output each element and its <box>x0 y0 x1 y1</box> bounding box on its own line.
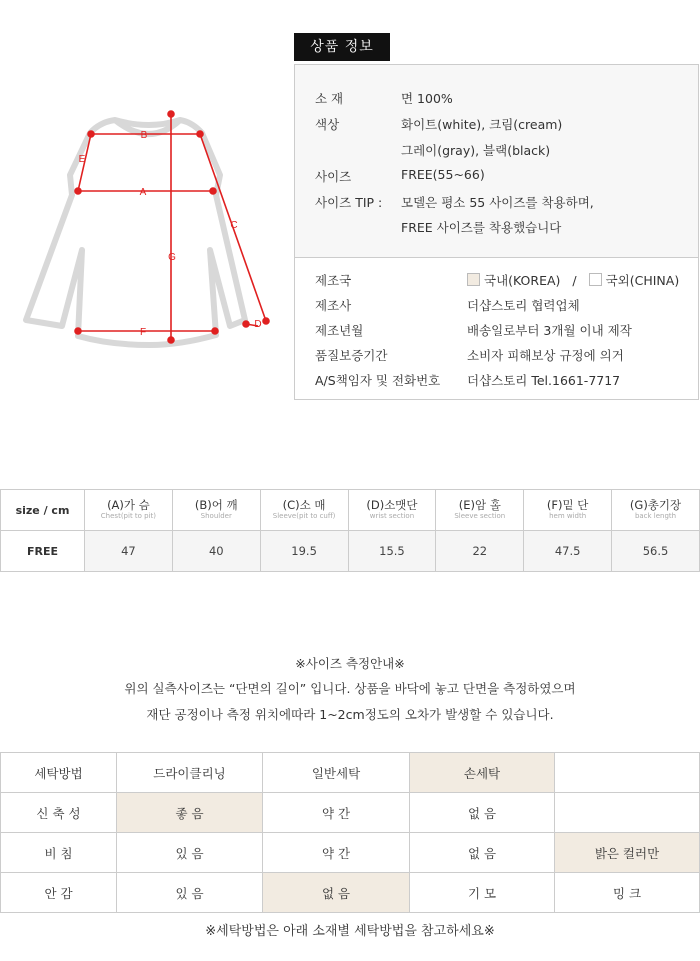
maker-value: 더샵스토리 협력업체 <box>467 298 580 313</box>
care-bottom-note: ※세탁방법은 아래 소재별 세탁방법을 참고하세요※ <box>205 924 495 939</box>
label-c: C <box>230 220 238 231</box>
care-cell: 있 음 <box>117 873 263 913</box>
sweater-measurement-diagram <box>20 100 280 350</box>
material-value: 면 100% <box>401 91 453 106</box>
care-row-lining <box>1 873 700 913</box>
origin-value <box>467 271 679 289</box>
value-shoulder: 40 <box>172 531 260 572</box>
col-hem: (F)밑 단 hem width <box>524 490 612 531</box>
care-cell: 약 간 <box>263 833 410 873</box>
col-shoulder: (B)어 깨 Shoulder <box>172 490 260 531</box>
date-label: 제조년월 <box>315 323 364 338</box>
care-cell: 신 축 성 <box>1 793 117 833</box>
care-cell-selected: 손세탁 <box>410 753 555 793</box>
size-table <box>0 489 700 572</box>
warranty-value: 소비자 피해보상 규정에 의거 <box>467 348 624 363</box>
maker-label: 제조사 <box>315 298 352 313</box>
warranty-label: 품질보증기간 <box>315 348 388 363</box>
care-cell: 기 모 <box>410 873 555 913</box>
as-value: 더샵스토리 Tel.1661-7717 <box>467 373 621 388</box>
china-checkbox <box>589 273 602 286</box>
care-cell-selected: 밝은 컬러만 <box>555 833 700 873</box>
value-wrist: 15.5 <box>348 531 436 572</box>
size-tip-value-2: FREE 사이즈를 착용했습니다 <box>401 220 562 235</box>
care-cell: 드라이클리닝 <box>117 753 263 793</box>
care-cell: 밍 크 <box>555 873 700 913</box>
color-value-1: 화이트(white), 크림(cream) <box>401 117 563 132</box>
size-note-line1: 위의 실측사이즈는 “단면의 길이” 입니다. 상품을 바닥에 놓고 단면을 측정하였으며 <box>124 681 576 696</box>
label-d: D <box>254 319 262 330</box>
col-chest: (A)가 슴 Chest(pit to pit) <box>85 490 173 531</box>
value-chest: 47 <box>85 531 173 572</box>
col-sleeve: (C)소 매 Sleeve(pit to cuff) <box>260 490 348 531</box>
label-a: A <box>139 187 147 198</box>
origin-separator: / <box>572 273 577 288</box>
care-cell: 세탁방법 <box>1 753 117 793</box>
origin-korea: 국내(KOREA) <box>484 273 561 288</box>
label-f: F <box>139 327 147 338</box>
care-cell: 안 감 <box>1 873 117 913</box>
color-value-2: 그레이(gray), 블랙(black) <box>401 143 551 158</box>
care-cell-selected: 좋 음 <box>117 793 263 833</box>
sweater-outline <box>26 120 245 345</box>
size-note-line2: 재단 공정이나 측정 위치에따라 1~2cm정도의 오차가 발생할 수 있습니다. <box>146 707 554 722</box>
care-row-sheer <box>1 833 700 873</box>
size-value: FREE(55~66) <box>401 167 485 182</box>
care-cell <box>555 753 700 793</box>
size-tip-label: 사이즈 TIP : <box>315 195 383 210</box>
care-row-wash <box>1 753 700 793</box>
care-cell: 비 침 <box>1 833 117 873</box>
col-length: (G)총기장 back length <box>612 490 700 531</box>
size-label: 사이즈 <box>315 169 352 184</box>
origin-label: 제조국 <box>315 273 352 288</box>
color-label: 색상 <box>315 117 340 132</box>
as-label: A/S책임자 및 전화번호 <box>315 373 441 388</box>
value-sleeve: 19.5 <box>260 531 348 572</box>
care-cell: 있 음 <box>117 833 263 873</box>
size-tip-value-1: 모델은 평소 55 사이즈를 착용하며, <box>401 195 594 210</box>
label-b: B <box>140 130 148 141</box>
material-label: 소 재 <box>315 91 344 106</box>
date-value: 배송일로부터 3개월 이내 제작 <box>467 323 632 338</box>
size-table-row <box>1 531 700 572</box>
value-length: 56.5 <box>612 531 700 572</box>
care-cell: 없 음 <box>410 833 555 873</box>
care-cell: 일반세탁 <box>263 753 410 793</box>
col-armhole: (E)암 홀 Sleeve section <box>436 490 524 531</box>
product-info-top <box>295 65 698 258</box>
care-cell: 없 음 <box>410 793 555 833</box>
care-cell <box>555 793 700 833</box>
size-note-title: ※사이즈 측정안내※ <box>295 656 405 671</box>
size-corner: size / cm <box>1 490 85 531</box>
korea-checkbox <box>467 273 480 286</box>
product-info-title: 상품 정보 <box>294 33 390 61</box>
label-g: G <box>168 252 176 263</box>
care-row-stretch <box>1 793 700 833</box>
care-cell-selected: 없 음 <box>263 873 410 913</box>
col-wrist: (D)소맷단 wrist section <box>348 490 436 531</box>
label-e: E <box>78 154 86 165</box>
origin-china: 국외(CHINA) <box>605 273 680 288</box>
value-armhole: 22 <box>436 531 524 572</box>
care-table <box>0 752 700 913</box>
size-table-header <box>1 490 700 531</box>
size-row-label: FREE <box>1 531 85 572</box>
value-hem: 47.5 <box>524 531 612 572</box>
care-cell: 약 간 <box>263 793 410 833</box>
product-info-box <box>294 64 699 400</box>
